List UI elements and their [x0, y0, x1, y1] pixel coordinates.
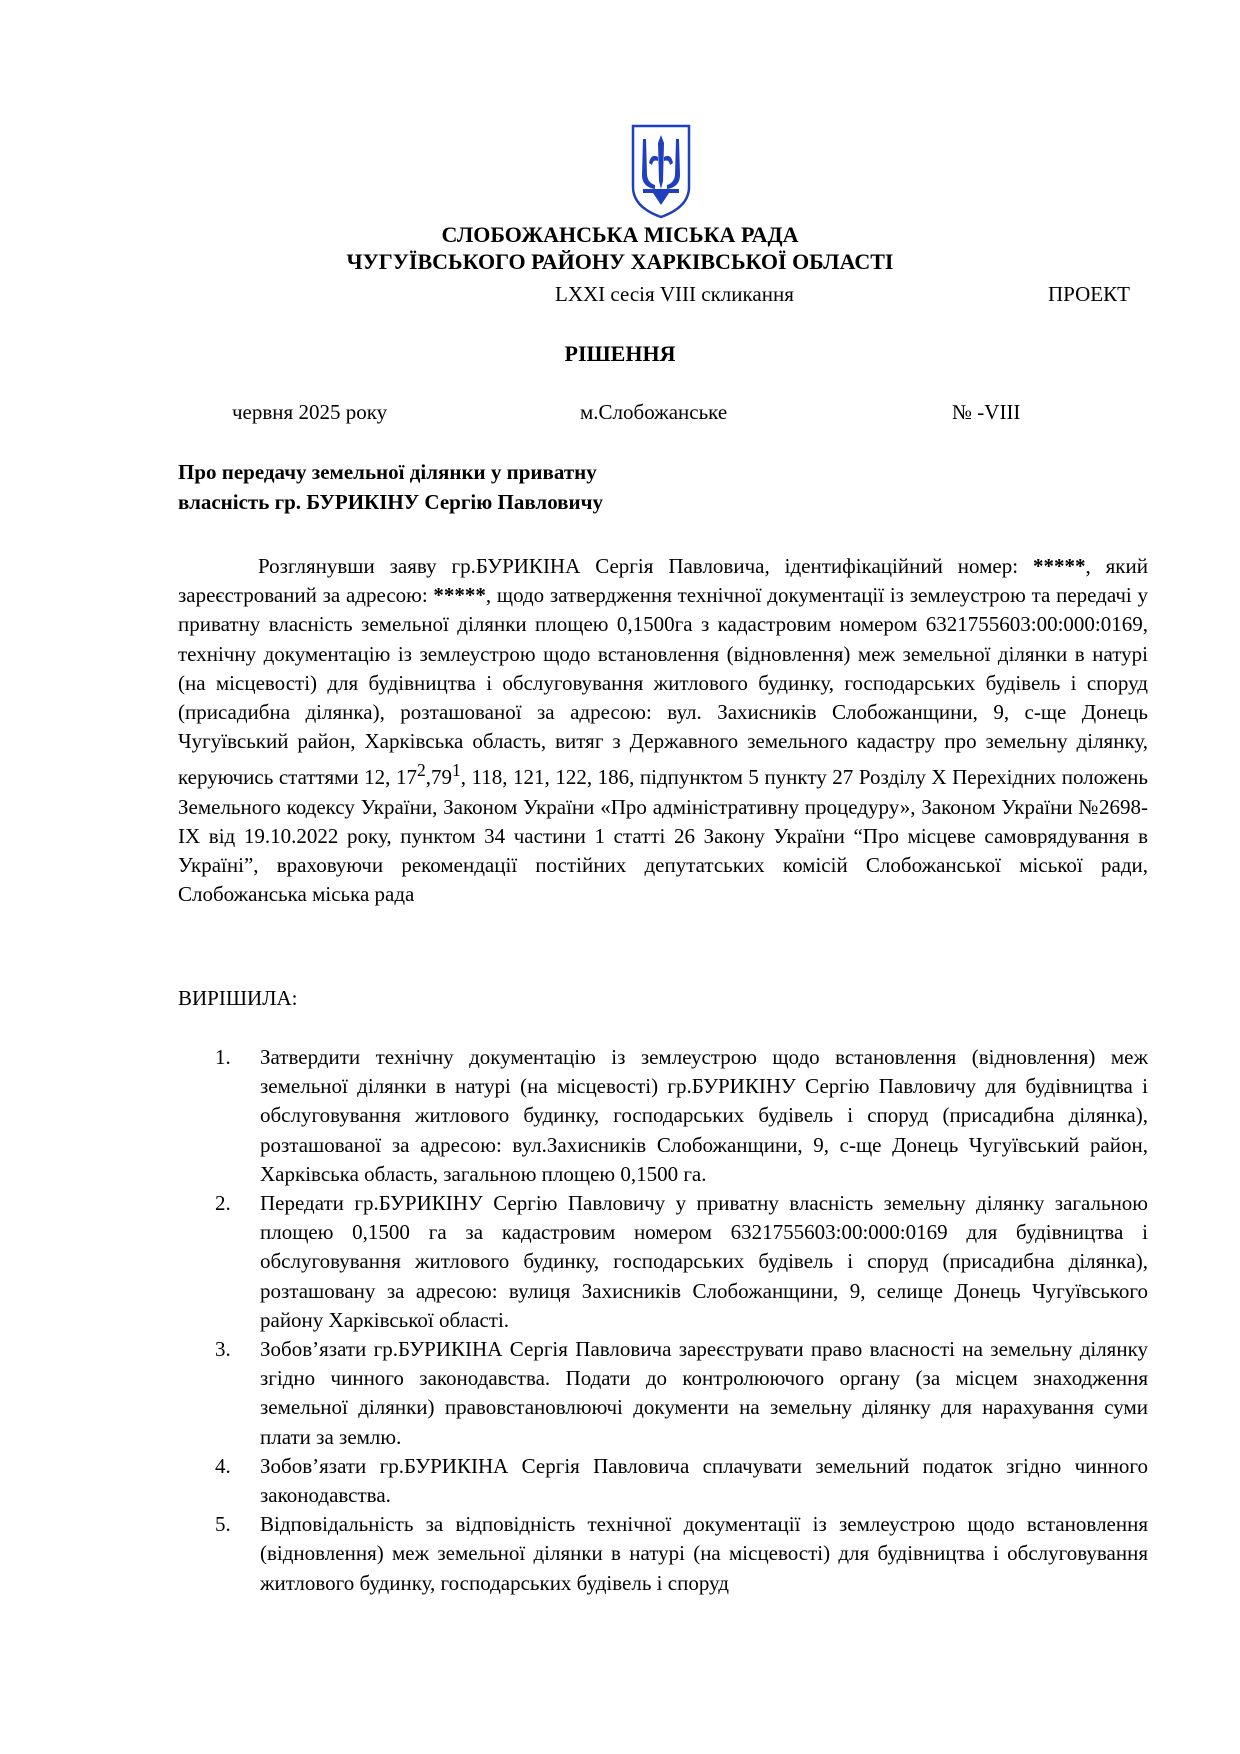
- masked-address: *****: [433, 583, 486, 608]
- preamble-paragraph: [178, 552, 1148, 909]
- subject-line-1: Про передачу земельної ділянки у приватну: [178, 460, 597, 484]
- decision-number: № -VIII: [952, 400, 1021, 424]
- decision-items-list: [178, 1043, 1148, 1598]
- item-text: Зобов’язати гр.БУРИКІНА Сергія Павловича сплачувати земельний податок згідно чинного законодавства.: [260, 1453, 1148, 1508]
- list-item: [178, 1510, 1148, 1598]
- item-number: 4.: [215, 1453, 231, 1478]
- list-item: [178, 1452, 1148, 1510]
- project-label: ПРОЕКТ: [1048, 282, 1130, 306]
- item-number: 2.: [215, 1191, 231, 1216]
- superscript-2: 1: [451, 760, 461, 781]
- trident-coat-of-arms-icon: [629, 123, 693, 220]
- preamble-text-3: , щодо затвердження технічної документації із землеустрою та передачі у приватну власність земельної ділянки площею 0,1500га з кадастровим номером 6321755603:00:000:0169, технічну документацію із землеустрою щодо встановлення (відновлення) меж земельної ділянки в натурі (на місцевості) для будівництва і обслуговування житлового будинку, господарських будівель і споруд (присадибна ділянка), розташованої за адресою: вул. Захисників Слобожанщини, 9, с-ще Донець Чугуївський район, Харківська область, витяг з Державного земельного кадастру про земельну ділянку, керуючись статтями 12, 17: [178, 583, 1148, 790]
- preamble-text-5: , 118, 121, 122, 186, підпунктом 5 пункту 27 Розділу Х Перехідних положень Земельного кодексу України, Законом України «Про адміністративну процедуру», Законом України №2698-ІХ від 19.10.2022 року, пунктом 34 частини 1 статті 26 Закону України “Про місцеве самоврядування в Україні”, враховуючи рекомендації постійних депутатських комісій Слобожанської міської ради, Слобожанська міська рада: [178, 765, 1148, 907]
- item-text: Зобов’язати гр.БУРИКІНА Сергія Павловича зареєструвати право власності на земельну ділянку згідно чинного законодавства. Подати до контролюючого органу (за місцем знаходження земельної ділянки) правовстановлюючі документи на земельну ділянку для нарахування суми плати за землю.: [260, 1337, 1148, 1449]
- item-text: Передати гр.БУРИКІНУ Сергію Павловичу у приватну власність земельну ділянку загальною площею 0,1500 га за кадастровим номером 6321755603:00:000:0169 для будівництва і обслуговування житлового будинку, господарських будівель і споруд (присадибна ділянка), розташовану за адресою: вулиця Захисників Слобожанщини, 9, селище Донець Чугуївського району Харківської області.: [260, 1191, 1148, 1332]
- document-title: РІШЕННЯ: [564, 341, 676, 366]
- decision-subject: [178, 457, 778, 517]
- decided-label: ВИРІШИЛА:: [178, 986, 298, 1010]
- item-number: 1.: [215, 1045, 231, 1069]
- subject-line-2: власність гр. БУРИКІНУ Сергію Павловичу: [178, 490, 603, 514]
- item-number: 3.: [215, 1337, 231, 1362]
- council-name: [0, 221, 1240, 275]
- preamble-text-1: Розглянувши заяву гр.БУРИКІНА Сергія Павловича, ідентифікаційний номер:: [258, 554, 1033, 578]
- preamble-text-2: , який зареєстрований за адресою:: [178, 554, 1148, 608]
- session-info: LXXI сесія VIII скликання: [555, 282, 794, 306]
- masked-id-number: *****: [1032, 554, 1086, 578]
- superscript-1: 2: [416, 760, 426, 781]
- item-text: Затвердити технічну документацію із землеустрою щодо встановлення (відновлення) меж земельної ділянки в натурі (на місцевості) гр.БУРИКІНУ Сергію Павловичу для будівництва і обслуговування житлового будинку, господарських будівель і споруд (присадибна ділянка), розташованої за адресою: вул.Захисників Слобожанщини, 9, с-ще Донець Чугуївський район, Харківська область, загальною площею 0,1500 га.: [260, 1045, 1148, 1186]
- council-line-2: ЧУГУЇВСЬКОГО РАЙОНУ ХАРКІВСЬКОЇ ОБЛАСТІ: [346, 249, 894, 274]
- preamble-text-4: ,79: [425, 765, 452, 790]
- list-item: [178, 1043, 1148, 1189]
- list-item: [178, 1335, 1148, 1452]
- council-line-1: СЛОБОЖАНСЬКА МІСЬКА РАДА: [441, 222, 799, 247]
- decision-place: м.Слобожанське: [580, 400, 728, 424]
- decision-date: червня 2025 року: [232, 400, 388, 424]
- list-item: [178, 1189, 1148, 1335]
- item-number: 5.: [215, 1512, 231, 1537]
- item-text: Відповідальність за відповідність технічної документації із землеустрою щодо встановлення (відновлення) меж земельної ділянки в натурі (на місцевості) для будівництва і обслуговування житлового будинку, господарських будівель і споруд: [260, 1512, 1148, 1595]
